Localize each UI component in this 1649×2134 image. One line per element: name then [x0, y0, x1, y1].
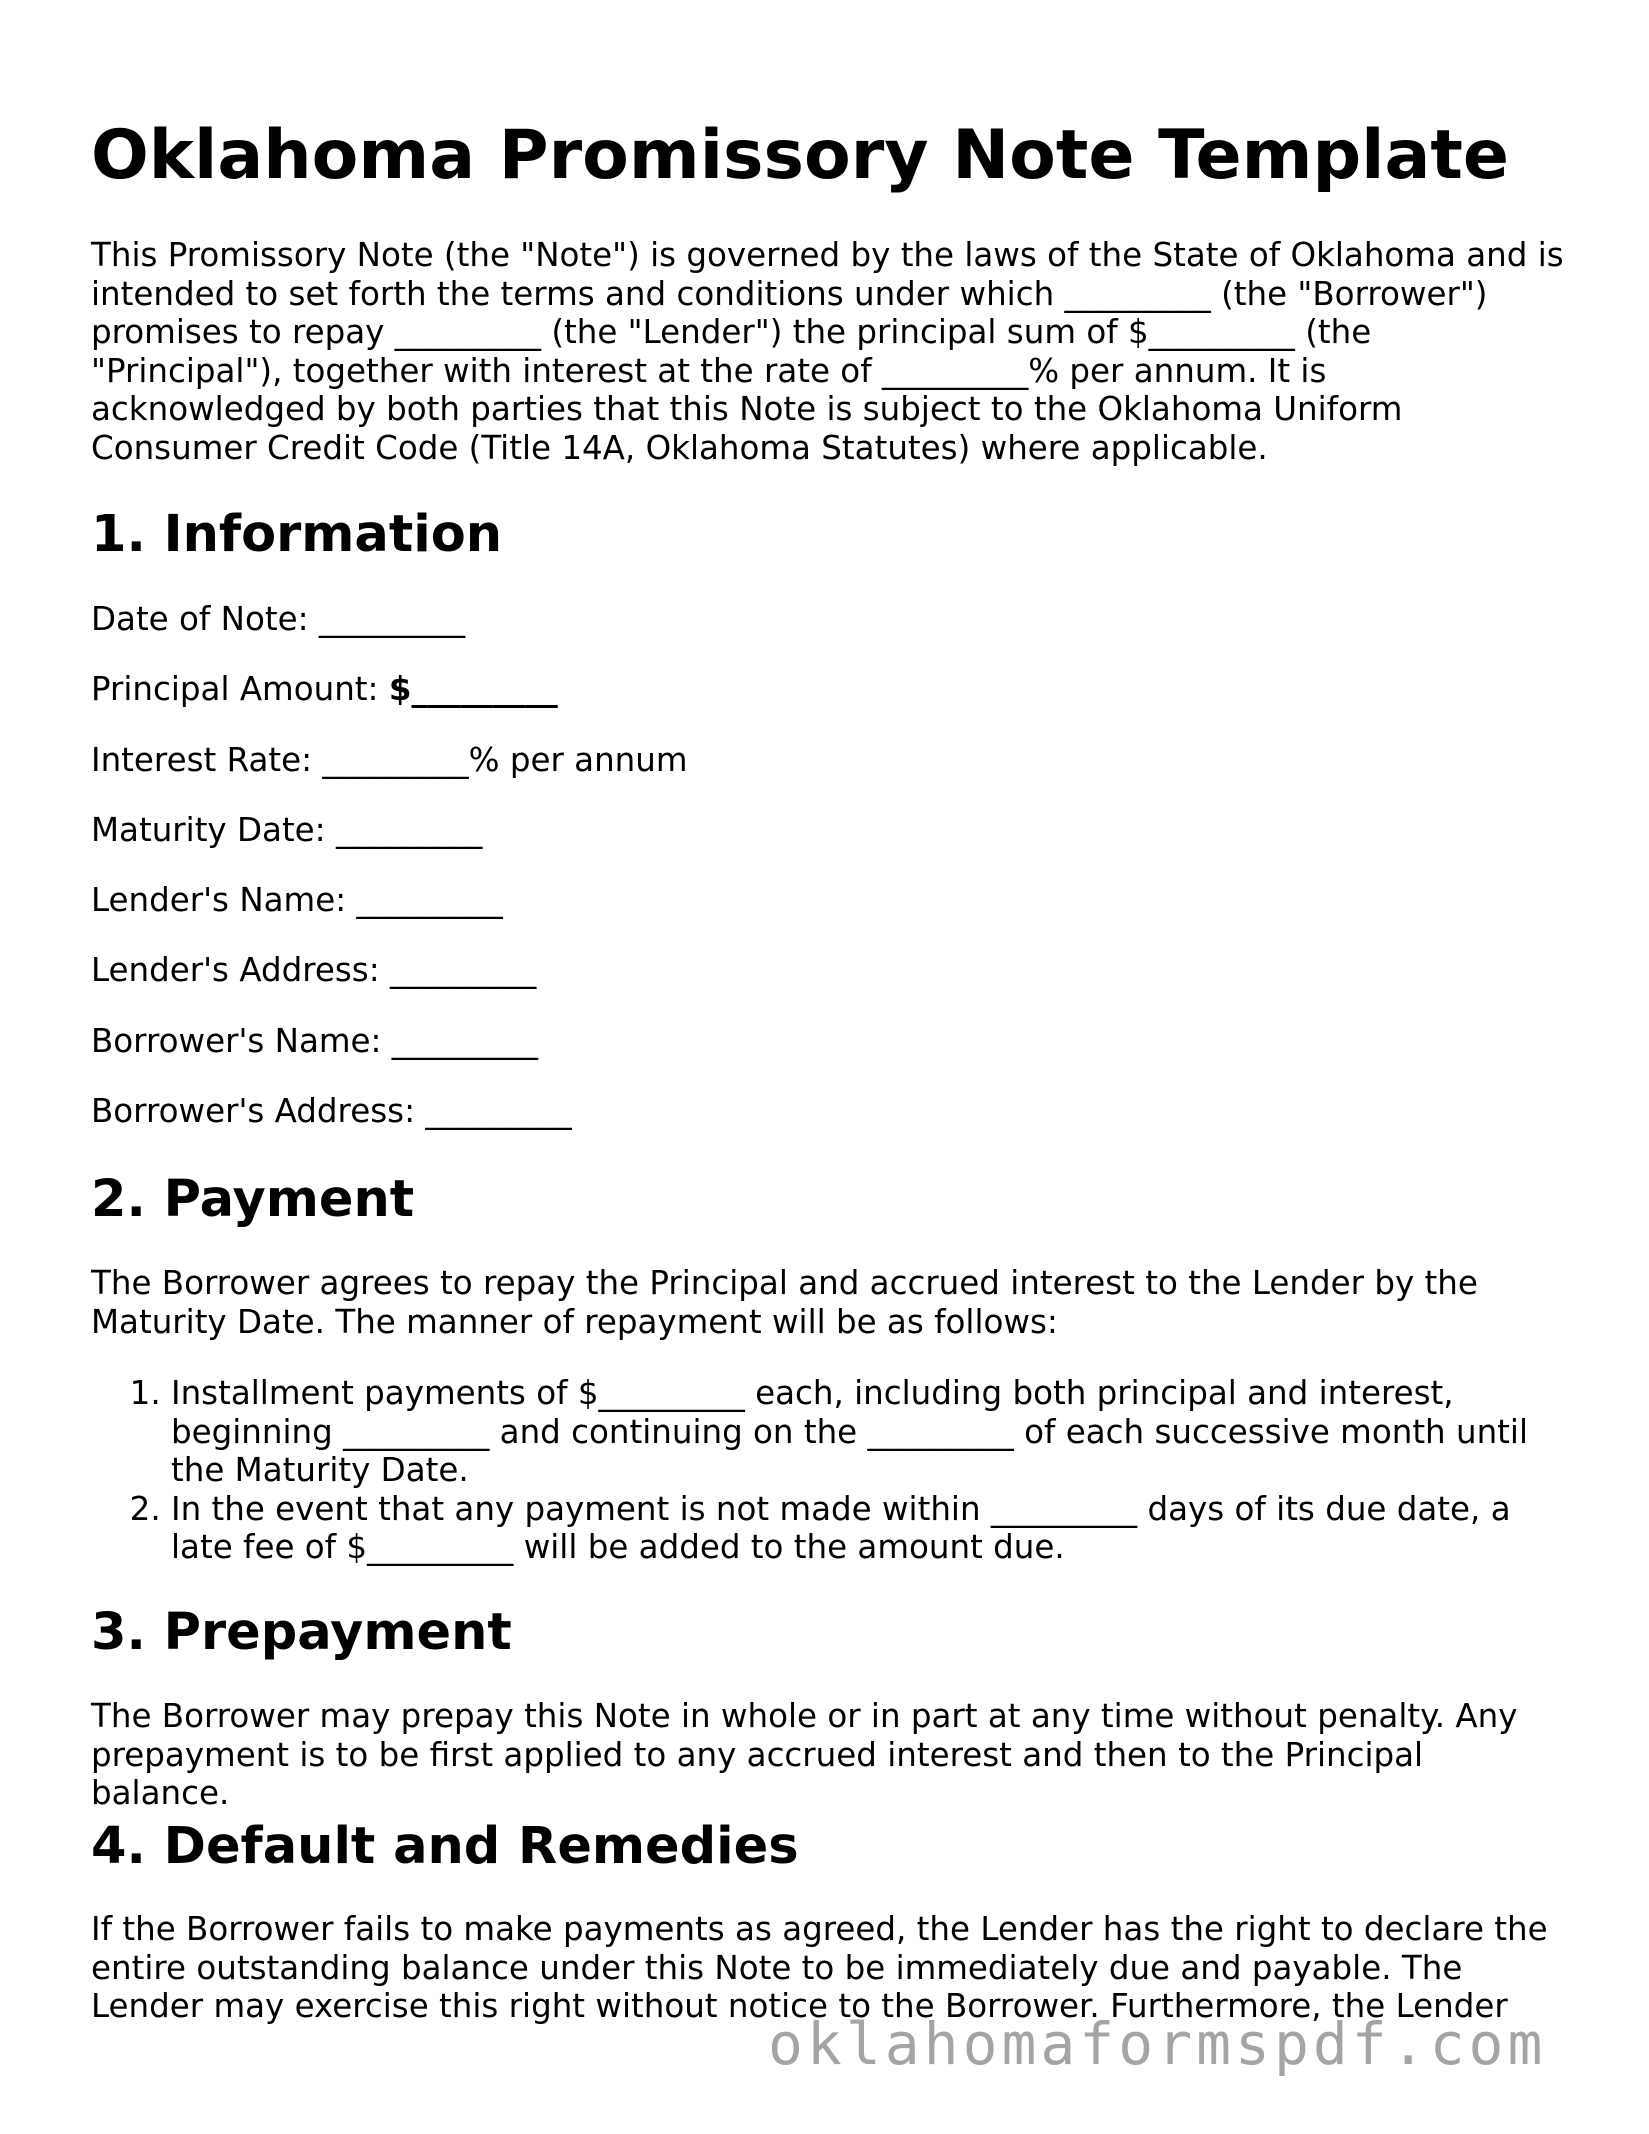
payment-list-item: 2. In the event that any payment is not made within _________ days of its due date, a late fee of $_________ will be added to the amount due. — [171, 1490, 1571, 1567]
payment-paragraph: The Borrower agrees to repay the Principal and accrued interest to the Lender by the Maturity Date. The manner of repayment will be as follows: — [91, 1264, 1478, 1341]
intro-paragraph: This Promissory Note (the "Note") is governed by the laws of the State of Oklahoma and is intended to set forth the terms and conditions under which _________ (the "Borrower") promises to repay _________ (the "Lender") the principal sum of $_________ (the "Principal"), together with interest at the rate of _________% per annum. It is acknowledged by both parties that this Note is subject to the Oklahoma Uniform Consumer Credit Code (Title 14A, Oklahoma Statutes) where applicable. — [91, 236, 1564, 467]
field-borrower-name: Borrower's Name: _________ — [91, 1022, 539, 1060]
payment-list-item: 1. Installment payments of $_________ each, including both principal and interest, beginning _________ and continuing on the _________ of each successive month until the Maturity Date. — [171, 1374, 1571, 1490]
field-lender-name: Lender's Name: _________ — [91, 881, 503, 919]
section-heading-default: 4. Default and Remedies — [91, 1817, 799, 1876]
field-borrower-address: Borrower's Address: _________ — [91, 1092, 572, 1130]
document-title: Oklahoma Promissory Note Template — [91, 116, 1509, 195]
section-heading-payment: 2. Payment — [91, 1170, 415, 1229]
field-interest-rate: Interest Rate: _________% per annum — [91, 741, 688, 779]
payment-list — [91, 1374, 1571, 1567]
field-principal-label: Principal Amount: — [91, 670, 389, 708]
default-paragraph: If the Borrower fails to make payments as agreed, the Lender has the right to declare the entire outstanding balance under this Note to be immediately due and payable. The Lender may exercise this right without notice to the Borrower. Furthermore, the Lender — [91, 1910, 1548, 2026]
field-lender-address: Lender's Address: _________ — [91, 951, 537, 989]
field-principal-amount — [91, 670, 558, 709]
field-maturity-date: Maturity Date: _________ — [91, 811, 483, 849]
section-heading-prepayment: 3. Prepayment — [91, 1603, 512, 1662]
field-principal-value: $_________ — [388, 670, 558, 708]
prepayment-paragraph: The Borrower may prepay this Note in whole or in part at any time without penalty. Any prepayment is to be first applied to any accrued interest and then to the Principal balance. — [91, 1697, 1518, 1813]
section-heading-information: 1. Information — [91, 505, 503, 564]
field-date-of-note: Date of Note: _________ — [91, 600, 466, 638]
watermark: oklahomaformspdf.com — [768, 2010, 1547, 2078]
